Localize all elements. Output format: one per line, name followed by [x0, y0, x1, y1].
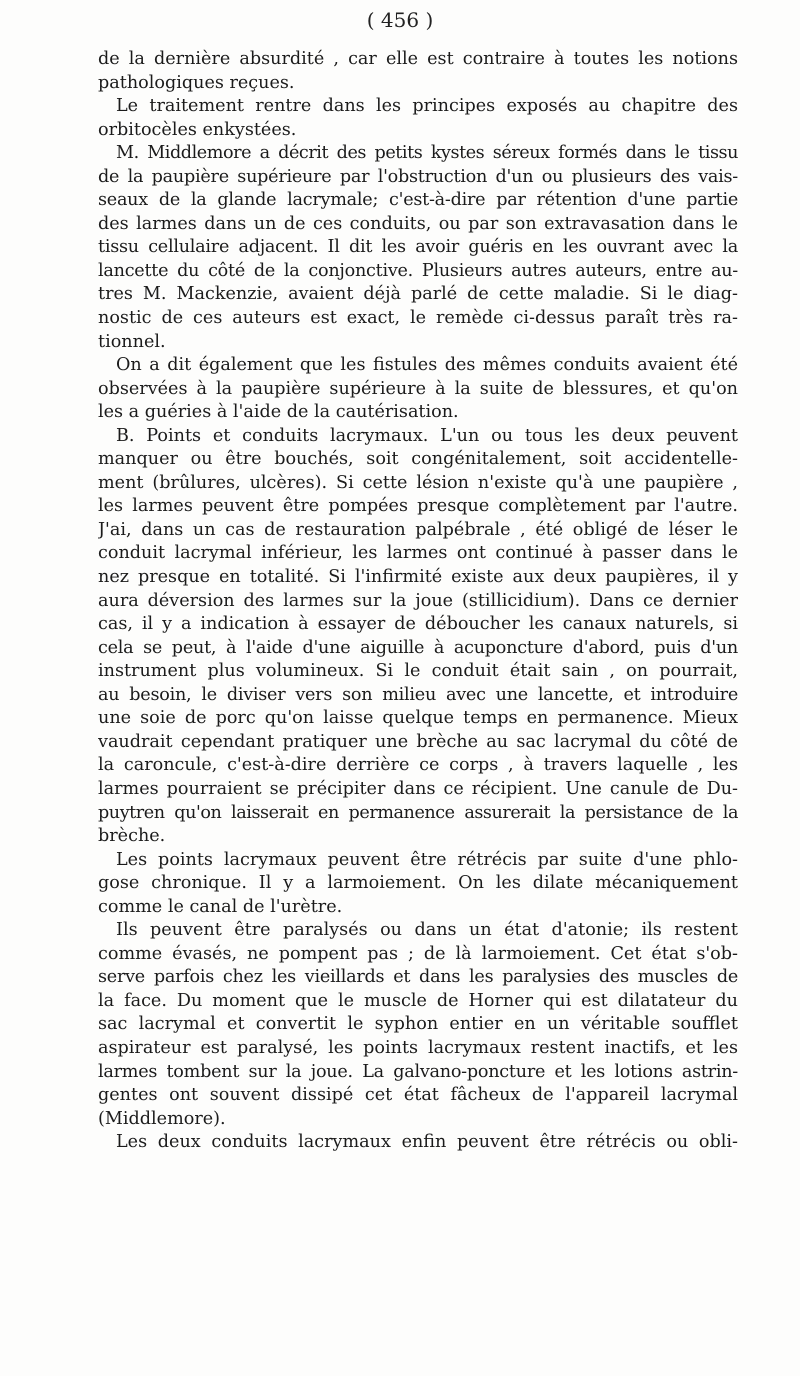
text-line: J'ai, dans un cas de restauration palpébrale , été obligé de léser le [98, 519, 738, 540]
text-line: comme le canal de l'urètre. [98, 896, 343, 917]
text-line: observées à la paupière supérieure à la suite de blessures, et qu'on [98, 378, 738, 399]
text-line: brèche. [98, 826, 166, 847]
text-line: gose chronique. Il y a larmoiement. On les dilate mécaniquement [98, 873, 738, 894]
text-line: Le traitement rentre dans les principes exposés au chapitre des [116, 96, 738, 117]
text-line: une soie de porc qu'on laisse quelque temps en permanence. Mieux [98, 708, 738, 729]
text-line: serve parfois chez les vieillards et dans les paralysies des muscles de [98, 967, 738, 988]
text-line: aura déversion des larmes sur la joue (stillicidium). Dans ce dernier [98, 590, 738, 611]
text-line: les larmes peuvent être pompées presque complètement par l'autre. [98, 496, 738, 517]
page-number: ( 456 ) [366, 8, 434, 32]
text-line: cela se peut, à l'aide d'une aiguille à acuponcture d'abord, puis d'un [98, 637, 738, 658]
text-line: larmes pourraient se précipiter dans ce récipient. Une canule de Du- [98, 778, 738, 799]
text-line: Les points lacrymaux peuvent être rétrécis par suite d'une phlo- [116, 849, 738, 870]
text-line: nostic de ces auteurs est exact, le remède ci-dessus paraît très ra- [98, 308, 738, 329]
text-line: manquer ou être bouchés, soit congénitalement, soit accidentelle- [98, 449, 738, 470]
text-line: nez presque en totalité. Si l'infirmité existe aux deux paupières, il y [98, 567, 738, 588]
text-line: conduit lacrymal inférieur, les larmes ont continué à passer dans le [98, 543, 738, 564]
text-line: (Middlemore). [98, 1108, 226, 1129]
body-text [98, 48, 738, 1155]
text-line: tres M. Mackenzie, avaient déjà parlé de cette maladie. Si le diag- [98, 284, 738, 305]
text-line: sac lacrymal et convertit le syphon entier en un véritable soufflet [98, 1014, 738, 1035]
text-line: puytren qu'on laisserait en permanence assurerait la persistance de la [98, 802, 738, 823]
text-line: seaux de la glande lacrymale; c'est-à-dire par rétention d'une partie [98, 190, 738, 211]
text-line: des larmes dans un de ces conduits, ou par son extravasation dans le [98, 213, 738, 234]
text-line: de la paupière supérieure par l'obstruction d'un ou plusieurs des vais- [98, 166, 738, 187]
text-line: de la dernière absurdité , car elle est contraire à toutes les notions [98, 49, 738, 69]
text-line: Ils peuvent être paralysés ou dans un état d'atonie; ils restent [116, 920, 738, 941]
text-line: larmes tombent sur la joue. La galvano-poncture et les lotions astrin- [98, 1061, 738, 1082]
text-line: orbitocèles enkystées. [98, 119, 297, 140]
text-line: pathologiques reçues. [98, 72, 295, 93]
text-line: gentes ont souvent dissipé cet état fâcheux de l'appareil lacrymal [98, 1085, 738, 1106]
text-line: comme évasés, ne pompent pas ; de là larmoiement. Cet état s'ob- [98, 943, 738, 964]
text-line: tissu cellulaire adjacent. Il dit les avoir guéris en les ouvrant avec la [98, 237, 738, 258]
text-line: B. Points et conduits lacrymaux. L'un ou tous les deux peuvent [116, 425, 738, 446]
text-line: instrument plus volumineux. Si le conduit était sain , on pourrait, [98, 661, 738, 682]
text-line: Les deux conduits lacrymaux enfin peuvent être rétrécis ou obli- [116, 1132, 738, 1153]
text-line: tionnel. [98, 331, 166, 352]
text-line: ment (brûlures, ulcères). Si cette lésion n'existe qu'à une paupière , [98, 472, 738, 493]
text-line: vaudrait cependant pratiquer une brèche au sac lacrymal du côté de [98, 731, 738, 752]
text-line: On a dit également que les fistules des mêmes conduits avaient été [116, 355, 738, 376]
text-line: M. Middlemore a décrit des petits kystes séreux formés dans le tissu [116, 143, 738, 164]
text-line: la face. Du moment que le muscle de Horner qui est dilatateur du [98, 990, 738, 1011]
text-line: au besoin, le diviser vers son milieu avec une lancette, et introduire [98, 684, 738, 705]
text-line: cas, il y a indication à essayer de déboucher les canaux naturels, si [98, 614, 738, 635]
text-line: lancette du côté de la conjonctive. Plusieurs autres auteurs, entre au- [98, 260, 738, 281]
text-line: la caroncule, c'est-à-dire derrière ce corps , à travers laquelle , les [98, 755, 738, 776]
text-line: les a guéries à l'aide de la cautérisation. [98, 402, 459, 423]
text-line: aspirateur est paralysé, les points lacrymaux restent inactifs, et les [98, 1037, 738, 1058]
